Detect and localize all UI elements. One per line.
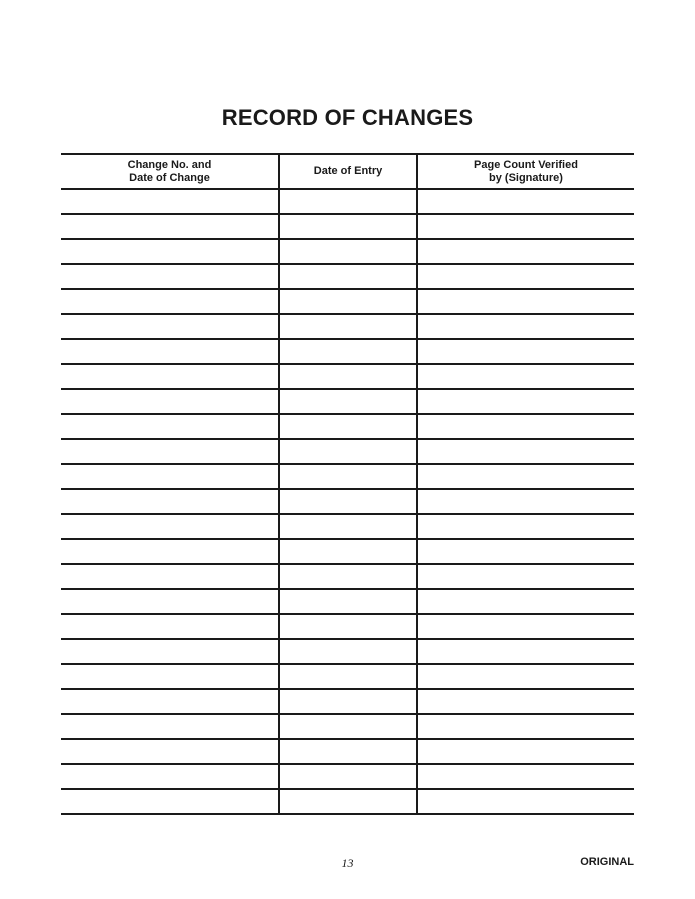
header-change-no-line1: Change No. and (127, 159, 212, 171)
header-change-no (61, 155, 278, 188)
table-cell (278, 690, 416, 713)
table-cell (61, 290, 278, 313)
table-cell (61, 790, 278, 813)
table-cell (61, 340, 278, 363)
table-cell (61, 315, 278, 338)
table-cell (61, 665, 278, 688)
table-cell (416, 290, 634, 313)
table-cell (278, 790, 416, 813)
table-cell (278, 365, 416, 388)
table-cell (61, 415, 278, 438)
table-cell (278, 190, 416, 213)
table-cell (416, 540, 634, 563)
table-cell (278, 290, 416, 313)
table-cell (61, 365, 278, 388)
table-row (61, 365, 634, 390)
table-row (61, 765, 634, 790)
table-row (61, 290, 634, 315)
table-cell (416, 190, 634, 213)
table-cell (61, 390, 278, 413)
table-row (61, 790, 634, 815)
table-cell (61, 240, 278, 263)
table-cell (61, 465, 278, 488)
table-cell (416, 615, 634, 638)
table-row (61, 590, 634, 615)
table-cell (416, 390, 634, 413)
table-cell (61, 740, 278, 763)
table-cell (416, 590, 634, 613)
record-of-changes-table (61, 153, 634, 815)
table-cell (416, 365, 634, 388)
table-cell (278, 765, 416, 788)
table-cell (278, 640, 416, 663)
header-date-of-entry-label: Date of Entry (313, 165, 383, 178)
table-cell (61, 715, 278, 738)
table-cell (61, 265, 278, 288)
table-row (61, 315, 634, 340)
table-cell (416, 565, 634, 588)
table-cell (61, 765, 278, 788)
table-cell (416, 690, 634, 713)
table-row (61, 540, 634, 565)
table-cell (61, 515, 278, 538)
table-row (61, 740, 634, 765)
table-cell (61, 565, 278, 588)
table-cell (416, 665, 634, 688)
table-row (61, 665, 634, 690)
table-row (61, 215, 634, 240)
table-header-row (61, 155, 634, 190)
revision-status: ORIGINAL (580, 856, 634, 868)
table-row (61, 415, 634, 440)
table-cell (278, 215, 416, 238)
header-change-no-line2: Date of Change (129, 171, 210, 184)
table-cell (416, 465, 634, 488)
table-row (61, 390, 634, 415)
table-cell (278, 390, 416, 413)
table-row (61, 440, 634, 465)
table-cell (61, 640, 278, 663)
table-row (61, 640, 634, 665)
table-cell (278, 665, 416, 688)
table-cell (278, 590, 416, 613)
table-cell (416, 765, 634, 788)
table-cell (416, 265, 634, 288)
table-body (61, 190, 634, 815)
table-cell (416, 740, 634, 763)
header-date-of-entry (278, 155, 416, 188)
table-cell (61, 440, 278, 463)
table-row (61, 240, 634, 265)
table-row (61, 690, 634, 715)
table-row (61, 265, 634, 290)
table-cell (416, 515, 634, 538)
table-cell (416, 215, 634, 238)
table-cell (61, 540, 278, 563)
table-cell (416, 790, 634, 813)
page-title: RECORD OF CHANGES (221, 105, 474, 130)
table-cell (416, 715, 634, 738)
table-cell (416, 640, 634, 663)
page-number: 13 (341, 856, 354, 870)
table-cell (416, 490, 634, 513)
table-cell (416, 240, 634, 263)
header-page-count-verified (416, 155, 634, 188)
table-cell (278, 465, 416, 488)
table-cell (278, 265, 416, 288)
table-row (61, 190, 634, 215)
table-row (61, 340, 634, 365)
table-cell (278, 315, 416, 338)
table-row (61, 490, 634, 515)
table-cell (61, 690, 278, 713)
table-row (61, 615, 634, 640)
table-row (61, 565, 634, 590)
table-cell (278, 415, 416, 438)
table-cell (61, 590, 278, 613)
table-cell (416, 340, 634, 363)
header-page-count-line2: by (Signature) (489, 171, 563, 184)
table-cell (278, 440, 416, 463)
table-cell (278, 515, 416, 538)
table-row (61, 715, 634, 740)
table-cell (416, 440, 634, 463)
table-cell (61, 615, 278, 638)
table-cell (278, 715, 416, 738)
table-cell (416, 315, 634, 338)
table-cell (278, 740, 416, 763)
table-cell (61, 490, 278, 513)
table-cell (278, 615, 416, 638)
header-page-count-line1: Page Count Verified (474, 159, 578, 171)
table-cell (416, 415, 634, 438)
table-cell (61, 190, 278, 213)
table-row (61, 515, 634, 540)
table-row (61, 465, 634, 490)
table-cell (278, 540, 416, 563)
table-cell (278, 490, 416, 513)
table-cell (278, 240, 416, 263)
table-cell (61, 215, 278, 238)
table-cell (278, 565, 416, 588)
table-cell (278, 340, 416, 363)
